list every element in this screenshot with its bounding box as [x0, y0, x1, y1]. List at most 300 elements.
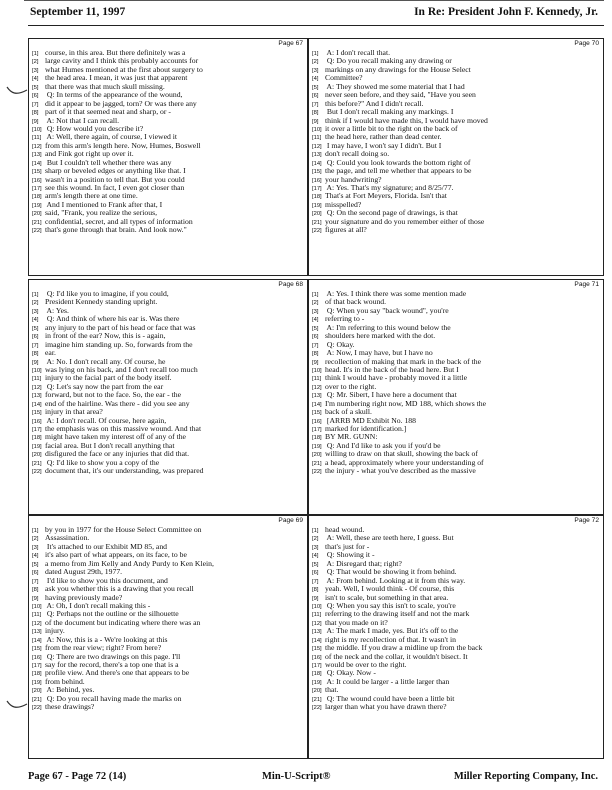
line-number: [9]	[312, 595, 319, 602]
line-number: [22]	[32, 469, 42, 476]
line-number: [2]	[32, 59, 39, 66]
transcript-line	[312, 358, 600, 366]
line-number: [12]	[312, 143, 322, 150]
line-number: [11]	[312, 376, 322, 383]
line-text: injury to the facial part of the body itself.	[45, 374, 172, 383]
transcript-line	[312, 298, 600, 306]
line-text: Q: Let's say now the part from the ear	[45, 382, 164, 391]
transcript-line	[32, 526, 304, 534]
line-text: course, in this area. But there definitely was a	[45, 49, 186, 57]
line-number: [4]	[312, 317, 319, 324]
footer-format: Min-U-Script®	[262, 771, 331, 782]
transcript-line	[32, 695, 304, 703]
transcript-line	[312, 560, 600, 568]
transcript-line	[312, 349, 600, 357]
transcript-line	[32, 450, 304, 458]
transcript-line	[32, 332, 304, 340]
transcript-line	[312, 49, 600, 57]
line-text: A: Now, this is a - We're looking at this	[45, 635, 168, 644]
line-number: [19]	[312, 443, 322, 450]
transcript-line	[312, 167, 600, 175]
line-text: ask you whether this is a drawing that you recall	[45, 585, 194, 594]
line-text: A: Yes.	[45, 306, 69, 315]
line-number: [1]	[32, 528, 39, 534]
transcript-line	[32, 400, 304, 408]
line-text: the emphasis was on this massive wound. And that	[45, 425, 202, 433]
transcript-lines	[312, 49, 600, 235]
line-text: A: Now, I may have, but I have no	[325, 349, 433, 358]
transcript-line	[312, 366, 600, 374]
line-text: Q: When you say this isn't to scale, you're	[325, 601, 456, 610]
transcript-line	[312, 703, 600, 711]
line-number: [3]	[32, 67, 39, 74]
line-number: [22]	[312, 705, 322, 712]
line-number: [11]	[32, 612, 42, 619]
line-text: never seen before, and they said, "Have you seen	[325, 91, 476, 100]
line-number: [7]	[312, 342, 319, 349]
line-number: [20]	[312, 688, 322, 695]
line-number: [16]	[32, 177, 42, 184]
transcript-line	[312, 661, 600, 669]
line-text: facial area. But I don't recall anything that	[45, 441, 175, 450]
transcript-line	[32, 91, 304, 99]
line-text: A: Yes. That's my signature; and 8/25/77.	[325, 184, 454, 192]
line-text: that.	[325, 686, 339, 695]
transcript-line	[312, 74, 600, 82]
transcript-line	[32, 619, 304, 627]
transcript-line	[32, 66, 304, 74]
transcript-line	[312, 619, 600, 627]
transcript-line	[32, 467, 304, 475]
footer-page-range: Page 67 - Page 72 (14)	[28, 771, 127, 782]
line-text: large cavity and I think this probably accounts for	[45, 57, 199, 66]
line-number: [10]	[32, 367, 42, 374]
line-number: [10]	[32, 126, 42, 133]
line-number: [5]	[32, 325, 39, 332]
transcript-line	[312, 585, 600, 593]
line-text: the page, and tell me whether that appears to be	[325, 167, 472, 176]
line-text: the head here, rather than dead center.	[325, 133, 442, 142]
line-number: [12]	[312, 620, 322, 627]
line-number: [17]	[312, 186, 322, 192]
line-text: imagine him standing up. So, forwards from the	[45, 340, 193, 349]
transcript-line	[312, 653, 600, 661]
line-text: Q: On the second page of drawings, is that	[325, 209, 458, 218]
transcript-line	[32, 408, 304, 416]
line-number: [19]	[312, 202, 322, 209]
line-number: [15]	[312, 410, 322, 417]
line-text: BY MR. GUNN:	[325, 433, 378, 442]
transcript-line	[32, 644, 304, 652]
transcript-panel-page-67	[28, 38, 308, 276]
line-number: [18]	[312, 671, 322, 678]
line-text: Assassination.	[45, 534, 90, 543]
line-number: [4]	[32, 553, 39, 560]
line-text: Q: There are two drawings on this page. I'll	[45, 652, 181, 661]
transcript-line	[312, 332, 600, 340]
line-number: [21]	[32, 460, 42, 467]
transcript-line	[32, 543, 304, 551]
transcript-line	[312, 610, 600, 618]
transcript-line	[32, 159, 304, 167]
line-number: [2]	[312, 300, 319, 307]
line-number: [3]	[312, 67, 319, 74]
transcript-line	[32, 324, 304, 332]
transcript-line	[32, 459, 304, 467]
line-number: [11]	[312, 612, 322, 619]
line-number: [20]	[32, 688, 42, 695]
transcript-line	[32, 442, 304, 450]
line-number: [8]	[312, 587, 319, 594]
line-text: a memo from Jim Kelly and Andy Purdy to Ken Klein,	[45, 559, 214, 568]
transcript-lines	[312, 290, 600, 476]
line-text: Committee?	[325, 74, 363, 83]
transcript-line	[32, 627, 304, 635]
line-text: dated August 29th, 1977.	[45, 568, 123, 577]
line-number: [9]	[32, 359, 39, 366]
transcript-line	[312, 133, 600, 141]
transcript-line	[32, 366, 304, 374]
line-text: your signature and do you remember either of those	[325, 217, 485, 226]
line-number: [17]	[312, 663, 322, 669]
line-text: from behind.	[45, 677, 85, 686]
page-number: Page 68	[278, 281, 303, 288]
line-number: [2]	[32, 300, 39, 307]
line-number: [9]	[312, 359, 319, 366]
line-number: [16]	[32, 654, 42, 661]
transcript-line	[312, 450, 600, 458]
transcript-line	[312, 433, 600, 441]
line-text: A: Oh, I don't recall making this -	[45, 601, 151, 610]
line-text: it's also part of what appears, on its face, to be	[45, 551, 187, 560]
transcript-line	[312, 594, 600, 602]
transcript-line	[312, 142, 600, 150]
line-text: I'd like to show you this document, and	[45, 576, 168, 585]
line-text: back of a skull.	[325, 408, 372, 417]
margin-check-mark-icon	[6, 84, 28, 98]
transcript-line	[32, 133, 304, 141]
line-number: [6]	[32, 570, 39, 577]
transcript-line	[312, 83, 600, 91]
line-text: I may have, I won't say I didn't. But I	[325, 141, 442, 150]
line-text: larger than what you have drawn there?	[325, 703, 447, 712]
header-date: September 11, 1997	[30, 6, 126, 18]
line-number: [18]	[312, 435, 322, 442]
line-text: sharp or beveled edges or anything like that. I	[45, 167, 186, 176]
line-number: [7]	[312, 101, 319, 108]
transcript-line	[32, 100, 304, 108]
transcript-line	[312, 526, 600, 534]
line-text: Q: How would you describe it?	[45, 124, 144, 133]
line-number: [18]	[32, 671, 42, 678]
transcript-line	[32, 358, 304, 366]
line-text: A: Disregard that; right?	[325, 559, 402, 568]
line-number: [3]	[312, 544, 319, 551]
line-text: referring to -	[325, 315, 365, 324]
transcript-line	[312, 57, 600, 65]
transcript-line	[312, 442, 600, 450]
line-text: yeah. Well, I would think - Of course, this	[325, 585, 455, 594]
line-number: [12]	[32, 620, 42, 627]
line-text: think I would have - probably moved it a little	[325, 374, 467, 383]
transcript-line	[32, 150, 304, 158]
line-text: Q: Mr. Sibert, I have here a document that	[325, 391, 457, 400]
transcript-line	[312, 695, 600, 703]
line-number: [17]	[32, 663, 42, 669]
line-number: [14]	[312, 637, 322, 644]
header-rule	[28, 25, 604, 26]
transcript-line	[312, 467, 600, 475]
transcript-line	[32, 678, 304, 686]
line-text: President Kennedy standing upright.	[45, 298, 158, 307]
line-text: A: I don't recall that.	[325, 49, 391, 57]
line-number: [4]	[32, 76, 39, 83]
line-number: [22]	[312, 228, 322, 235]
line-number: [20]	[32, 452, 42, 459]
transcript-line	[32, 192, 304, 200]
transcript-line	[32, 108, 304, 116]
line-number: [11]	[32, 376, 42, 383]
line-text: the middle. If you draw a midline up from the back	[325, 644, 483, 653]
line-text: of the neck and the collar, it wouldn't bisect. It	[325, 652, 468, 661]
transcript-line	[312, 108, 600, 116]
line-text: that's gone through that brain. And look now."	[45, 226, 187, 235]
transcript-line	[32, 391, 304, 399]
transcript-line	[32, 653, 304, 661]
line-text: Q: Could you look towards the bottom right of	[325, 158, 471, 167]
line-number: [16]	[312, 654, 322, 661]
transcript-line	[32, 117, 304, 125]
transcript-line	[312, 201, 600, 209]
line-number: [21]	[312, 696, 322, 703]
line-number: [21]	[312, 460, 322, 467]
line-text: that you made on it?	[325, 618, 388, 627]
line-text: from this arm's length here. Now, Humes, Boswell	[45, 141, 201, 150]
line-text: might have taken my interest off of any of the	[45, 433, 186, 442]
transcript-line	[32, 218, 304, 226]
transcript-line	[32, 176, 304, 184]
line-text: head wound.	[325, 526, 365, 534]
line-number: [2]	[32, 536, 39, 543]
line-number: [8]	[312, 351, 319, 358]
line-text: your handwriting?	[325, 175, 382, 184]
transcript-line	[312, 100, 600, 108]
transcript-line	[32, 298, 304, 306]
transcript-line	[32, 661, 304, 669]
transcript-line	[32, 83, 304, 91]
line-text: referring to the drawing itself and not the mark	[325, 610, 470, 619]
line-text: Q: I'd like to show you a copy of the	[45, 458, 160, 467]
line-text: head. It's in the back of the head here. But I	[325, 365, 459, 374]
transcript-line	[312, 341, 600, 349]
line-text: Q: Do you recall having made the marks on	[45, 694, 182, 703]
line-number: [22]	[312, 469, 322, 476]
transcript-line	[312, 66, 600, 74]
line-number: [19]	[312, 679, 322, 686]
line-text: A: No. I don't recall any. Of course, he	[45, 357, 166, 366]
line-number: [13]	[312, 393, 322, 400]
line-number: [15]	[312, 646, 322, 653]
transcript-panel-page-70	[308, 38, 604, 276]
line-text: from the rear view; right? From here?	[45, 644, 162, 653]
line-text: forward, but not to the face. So, the ear - the	[45, 391, 181, 400]
transcript-lines	[32, 526, 304, 712]
transcript-line	[32, 594, 304, 602]
line-number: [22]	[32, 228, 42, 235]
line-number: [16]	[312, 418, 322, 425]
line-text: That's at Fort Meyers, Florida. Isn't that	[325, 192, 447, 201]
transcript-line	[32, 568, 304, 576]
line-number: [6]	[312, 334, 319, 341]
line-text: But I don't recall making any markings. I	[325, 108, 454, 117]
transcript-line	[32, 290, 304, 298]
transcript-line	[32, 142, 304, 150]
line-number: [13]	[32, 393, 42, 400]
transcript-line	[32, 374, 304, 382]
line-text: this before?" And I didn't recall.	[325, 99, 424, 108]
page-number: Page 69	[278, 517, 303, 524]
transcript-line	[32, 201, 304, 209]
line-text: Q: When you say "back wound", you're	[325, 306, 449, 315]
transcript-line	[312, 459, 600, 467]
line-text: Q: Okay.	[325, 340, 355, 349]
line-number: [18]	[32, 194, 42, 201]
line-number: [7]	[32, 578, 39, 585]
line-text: A: From behind. Looking at it from this way.	[325, 576, 466, 585]
line-text: Q: Showing it -	[325, 551, 375, 560]
transcript-line	[312, 159, 600, 167]
line-number: [11]	[312, 135, 322, 142]
transcript-line	[312, 425, 600, 433]
transcript-line	[312, 117, 600, 125]
line-number: [2]	[312, 536, 319, 543]
line-number: [22]	[32, 705, 42, 712]
line-text: markings on any drawings for the House Select	[325, 65, 471, 74]
line-number: [2]	[312, 59, 319, 66]
line-text: Q: That would be showing it from behind.	[325, 568, 457, 577]
line-number: [20]	[312, 211, 322, 218]
line-text: A: Well, these are teeth here, I guess. But	[325, 534, 454, 543]
transcript-line	[312, 417, 600, 425]
line-number: [20]	[312, 452, 322, 459]
transcript-line	[32, 383, 304, 391]
transcript-line	[32, 184, 304, 192]
line-number: [17]	[32, 427, 42, 433]
line-text: confidential, secret, and all types of information	[45, 217, 193, 226]
line-number: [14]	[312, 160, 322, 167]
transcript-line	[32, 610, 304, 618]
line-number: [12]	[312, 384, 322, 391]
transcript-line	[312, 602, 600, 610]
line-number: [1]	[32, 292, 39, 298]
line-number: [20]	[32, 211, 42, 218]
line-number: [6]	[32, 93, 39, 100]
line-number: [5]	[32, 561, 39, 568]
transcript-line	[312, 644, 600, 652]
line-number: [17]	[312, 427, 322, 433]
transcript-panel-page-71	[308, 279, 604, 515]
line-text: of the document but indicating where there was an	[45, 618, 201, 627]
line-text: ear.	[45, 349, 56, 358]
top-edge-strip	[24, 0, 604, 5]
line-text: disfigured the face or any injuries that did that.	[45, 450, 190, 459]
line-number: [15]	[32, 646, 42, 653]
line-text: injury.	[45, 627, 65, 636]
transcript-line	[312, 408, 600, 416]
line-text: don't recall doing so.	[325, 150, 390, 159]
header-case-title: In Re: President John F. Kennedy, Jr.	[414, 6, 598, 18]
transcript-line	[312, 209, 600, 217]
line-text: arm's length there at one time.	[45, 192, 138, 201]
transcript-line	[32, 433, 304, 441]
transcript-line	[312, 91, 600, 99]
transcript-line	[312, 383, 600, 391]
transcript-line	[32, 425, 304, 433]
line-text: by you in 1977 for the House Select Committee on	[45, 526, 202, 534]
line-text: But I couldn't tell whether there was any	[45, 158, 172, 167]
line-text: Q: In terms of the appearance of the wound,	[45, 91, 183, 100]
line-text: what Humes mentioned at the first about surgery to	[45, 65, 203, 74]
transcript-line	[312, 184, 600, 192]
line-number: [15]	[32, 169, 42, 176]
page-number: Page 70	[574, 40, 599, 47]
line-number: [15]	[32, 410, 42, 417]
line-number: [11]	[32, 135, 42, 142]
transcript-line	[32, 57, 304, 65]
line-number: [9]	[312, 118, 319, 125]
line-number: [14]	[32, 160, 42, 167]
line-number: [9]	[32, 595, 39, 602]
transcript-line	[32, 315, 304, 323]
transcript-line	[32, 349, 304, 357]
line-number: [1]	[312, 51, 319, 57]
line-number: [4]	[312, 76, 319, 83]
line-text: Q: The wound could have been a little bit	[325, 694, 455, 703]
line-text: A: I don't recall. Of course, here again,	[45, 416, 167, 425]
line-text: document that, it's our understanding, was prepared	[45, 467, 204, 476]
transcript-lines	[312, 526, 600, 712]
line-number: [13]	[32, 629, 42, 636]
line-text: Q: And I'd like to ask you if you'd be	[325, 441, 441, 450]
line-number: [17]	[32, 186, 42, 192]
line-number: [18]	[32, 435, 42, 442]
transcript-line	[32, 125, 304, 133]
transcript-line	[312, 315, 600, 323]
line-text: these drawings?	[45, 703, 95, 712]
line-text: would be over to the right.	[325, 661, 407, 669]
line-text: and Fink got right up over it.	[45, 150, 134, 159]
line-number: [6]	[312, 570, 319, 577]
transcript-line	[312, 374, 600, 382]
transcript-line	[312, 218, 600, 226]
line-number: [12]	[32, 384, 42, 391]
transcript-line	[312, 669, 600, 677]
line-number: [8]	[312, 110, 319, 117]
transcript-line	[312, 150, 600, 158]
line-text: A: They showed me some material that I had	[325, 82, 465, 91]
line-text: willing to draw on that skull, showing the back of	[325, 450, 478, 459]
transcript-line	[32, 209, 304, 217]
line-number: [19]	[32, 679, 42, 686]
transcript-line	[312, 678, 600, 686]
line-text: Q: And think of where his ear is. Was there	[45, 315, 180, 324]
line-text: having previously made?	[45, 593, 123, 602]
transcript-line	[312, 686, 600, 694]
line-number: [3]	[32, 544, 39, 551]
transcript-line	[32, 417, 304, 425]
page-number: Page 72	[574, 517, 599, 524]
transcript-line	[32, 585, 304, 593]
